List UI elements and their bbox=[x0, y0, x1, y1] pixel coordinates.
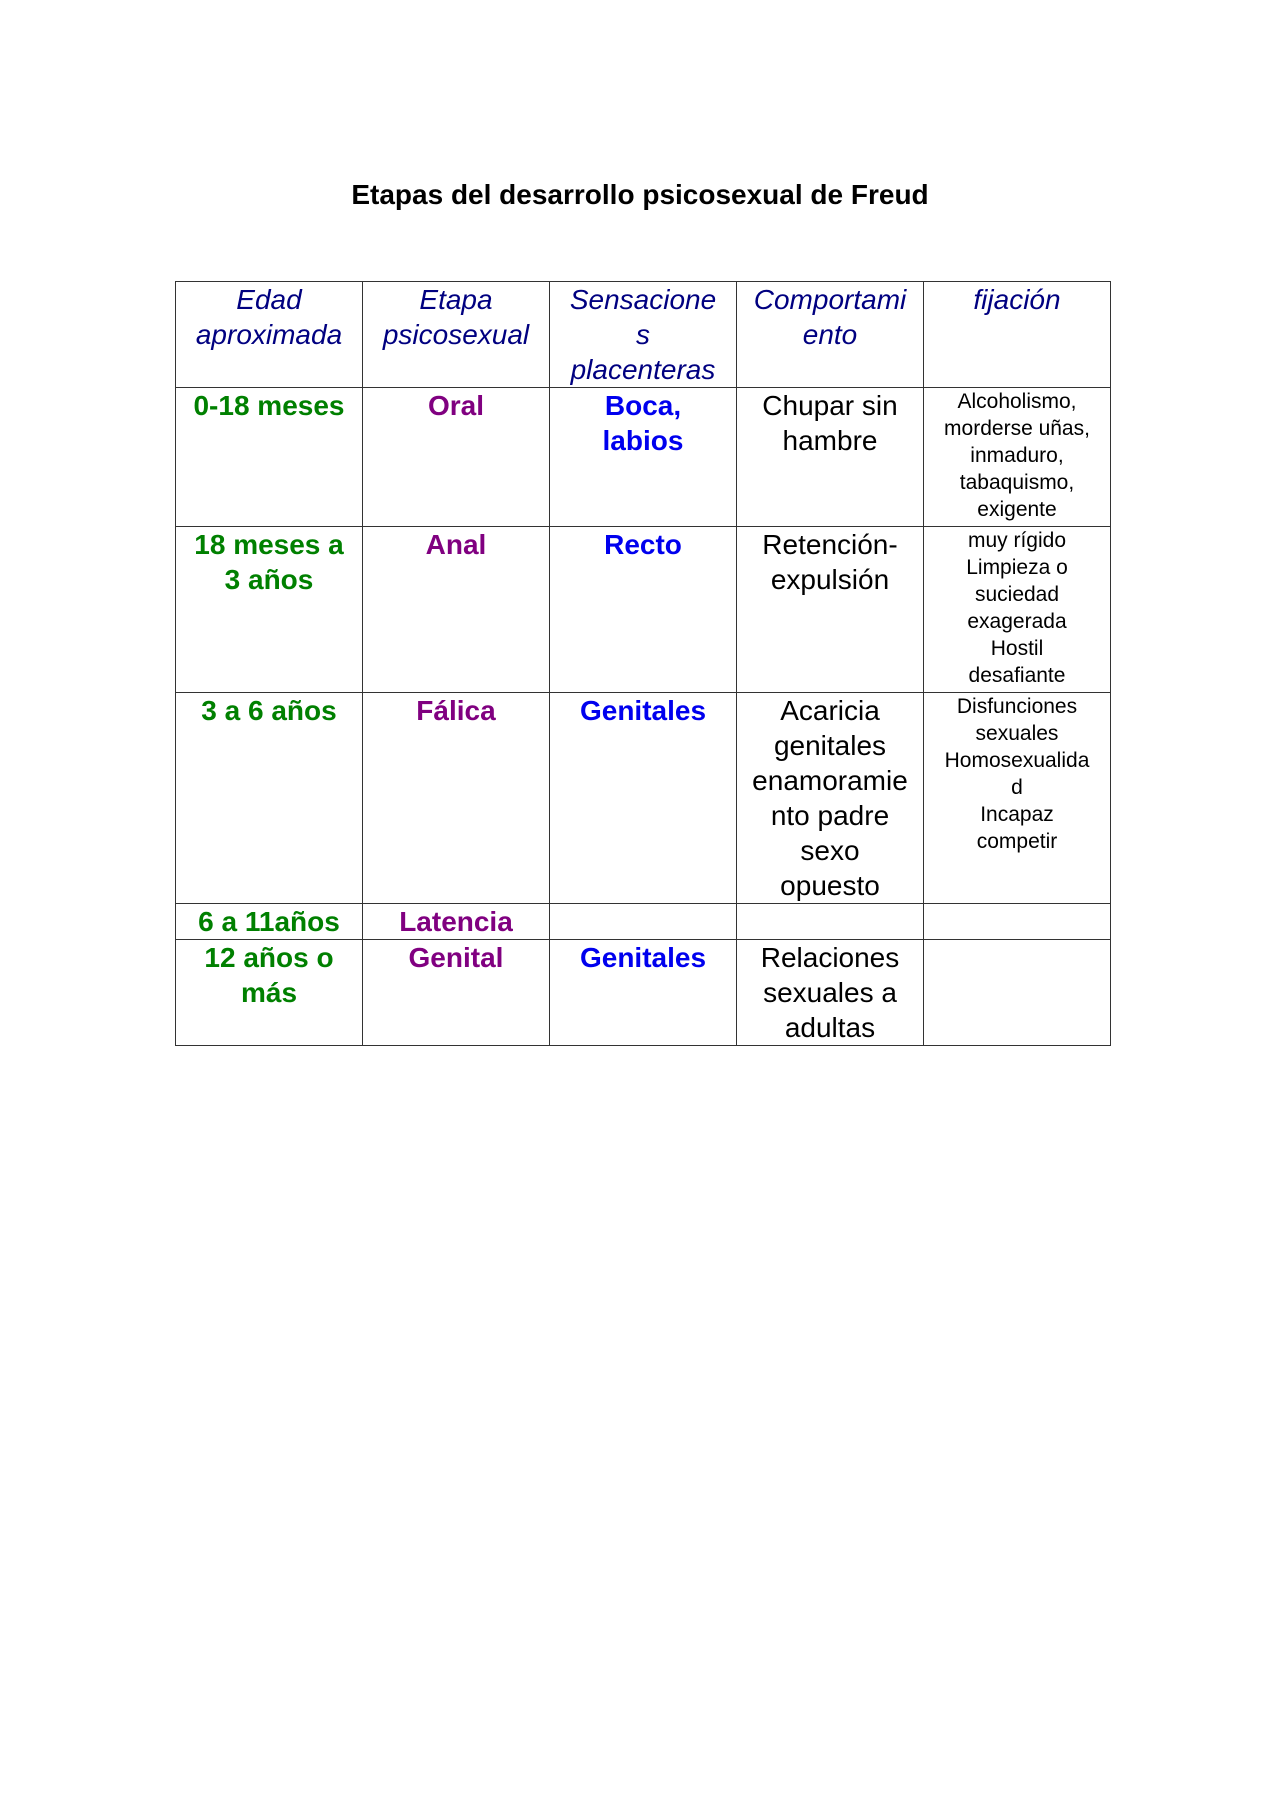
cell-line: Boca, bbox=[604, 390, 682, 421]
cell-line: Chupar sin bbox=[762, 390, 898, 421]
cell-line: genitales bbox=[773, 730, 887, 761]
header-behavior bbox=[737, 282, 924, 388]
cell-line: nto padre bbox=[770, 800, 890, 831]
sensations-cell bbox=[550, 904, 737, 940]
behavior-cell bbox=[737, 527, 924, 693]
cell-line: Comportami bbox=[753, 284, 907, 315]
table-row bbox=[176, 693, 1111, 904]
cell-line: expulsión bbox=[770, 564, 890, 595]
fixation-cell bbox=[924, 527, 1111, 693]
stage-cell bbox=[363, 940, 550, 1046]
cell-line: placenteras bbox=[570, 354, 716, 385]
behavior-cell bbox=[737, 940, 924, 1046]
sensations-cell bbox=[550, 527, 737, 693]
cell-line: 3 a 6 años bbox=[201, 695, 337, 726]
age-cell bbox=[176, 527, 363, 693]
stage-cell bbox=[363, 388, 550, 527]
cell-line: labios bbox=[602, 425, 684, 456]
cell-line: fijación bbox=[973, 284, 1061, 315]
sensations-cell bbox=[550, 940, 737, 1046]
cell-line: Latencia bbox=[399, 906, 513, 937]
behavior-cell bbox=[737, 693, 924, 904]
sensations-cell bbox=[550, 388, 737, 527]
cell-line: Retención- bbox=[762, 529, 898, 560]
cell-line: adultas bbox=[784, 1012, 876, 1043]
cell-line: Edad bbox=[236, 284, 302, 315]
cell-line: exigente bbox=[977, 498, 1057, 521]
cell-line: competir bbox=[976, 830, 1058, 853]
cell-line: desafiante bbox=[968, 664, 1066, 687]
cell-line: suciedad bbox=[974, 583, 1060, 606]
cell-line: 12 años o bbox=[204, 942, 334, 973]
cell-line: Genitales bbox=[579, 942, 707, 973]
table-row bbox=[176, 527, 1111, 693]
header-stage bbox=[363, 282, 550, 388]
cell-line: Limpieza o bbox=[966, 556, 1068, 579]
page-title: Etapas del desarrollo psicosexual de Freud bbox=[351, 179, 929, 210]
stage-cell bbox=[363, 693, 550, 904]
cell-line: Alcoholismo, bbox=[957, 390, 1077, 413]
stage-cell bbox=[363, 527, 550, 693]
cell-line: sexuales a bbox=[763, 977, 897, 1008]
cell-line: 0-18 meses bbox=[193, 390, 345, 421]
age-cell bbox=[176, 693, 363, 904]
cell-line: Relaciones bbox=[760, 942, 900, 973]
cell-line: tabaquismo, bbox=[959, 471, 1075, 494]
cell-line: más bbox=[240, 977, 298, 1008]
cell-line: sexo bbox=[800, 835, 860, 866]
cell-line: hambre bbox=[782, 425, 878, 456]
cell-line: Etapa bbox=[419, 284, 493, 315]
age-cell bbox=[176, 388, 363, 527]
cell-line: 6 a 11años bbox=[198, 906, 340, 937]
behavior-cell bbox=[737, 904, 924, 940]
header-row bbox=[176, 282, 1111, 388]
cell-line: Homosexualida bbox=[944, 749, 1090, 772]
fixation-cell bbox=[924, 940, 1111, 1046]
cell-line: exagerada bbox=[967, 610, 1067, 633]
cell-line: Sensacione bbox=[569, 284, 717, 315]
behavior-cell bbox=[737, 388, 924, 527]
cell-line: Anal bbox=[425, 529, 487, 560]
cell-line: morderse uñas, bbox=[944, 417, 1090, 440]
fixation-cell bbox=[924, 388, 1111, 527]
age-cell bbox=[176, 940, 363, 1046]
cell-line: Acaricia bbox=[780, 695, 880, 726]
fixation-cell bbox=[924, 693, 1111, 904]
table-row bbox=[176, 904, 1111, 940]
cell-line: Fálica bbox=[416, 695, 496, 726]
sensations-cell bbox=[550, 693, 737, 904]
cell-line: Disfunciones bbox=[956, 695, 1078, 718]
header-sensations bbox=[550, 282, 737, 388]
cell-line: muy rígido bbox=[967, 529, 1067, 552]
cell-line: d bbox=[1011, 776, 1023, 799]
cell-line: inmaduro, bbox=[970, 444, 1064, 467]
fixation-cell bbox=[924, 904, 1111, 940]
cell-line: ento bbox=[802, 319, 858, 350]
cell-line: aproximada bbox=[195, 319, 343, 350]
stages-table bbox=[175, 281, 1111, 1046]
cell-line: s bbox=[636, 319, 650, 350]
cell-line: Hostil bbox=[990, 637, 1044, 660]
cell-line: enamoramie bbox=[752, 765, 908, 796]
header-age bbox=[176, 282, 363, 388]
cell-line: 3 años bbox=[224, 564, 314, 595]
cell-line: Genitales bbox=[579, 695, 707, 726]
cell-line: sexuales bbox=[975, 722, 1059, 745]
cell-line: Genital bbox=[408, 942, 504, 973]
age-cell bbox=[176, 904, 363, 940]
header-fixation bbox=[924, 282, 1111, 388]
cell-line: 18 meses a bbox=[194, 529, 344, 560]
cell-line: Incapaz bbox=[980, 803, 1054, 826]
table-row bbox=[176, 388, 1111, 527]
cell-line: psicosexual bbox=[382, 319, 530, 350]
cell-line: opuesto bbox=[780, 870, 880, 901]
table-row bbox=[176, 940, 1111, 1046]
cell-line: Recto bbox=[604, 529, 682, 560]
cell-line: Oral bbox=[427, 390, 485, 421]
stage-cell bbox=[363, 904, 550, 940]
